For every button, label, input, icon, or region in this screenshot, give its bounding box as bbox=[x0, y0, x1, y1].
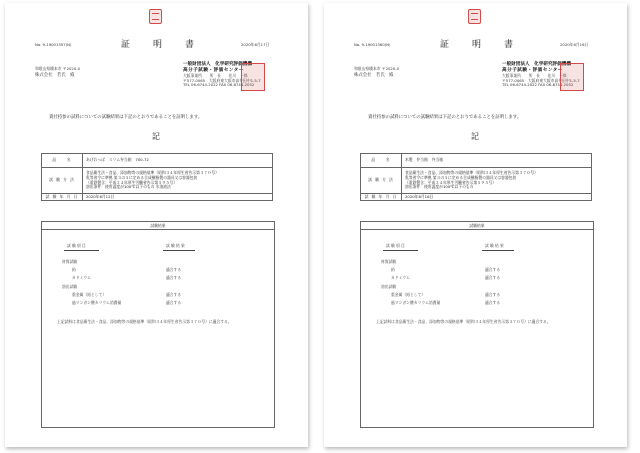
certificate-number: No. 9-19001357(N) bbox=[35, 42, 72, 47]
test-item: カドミウム bbox=[72, 275, 91, 280]
results-heading: 試験結果 bbox=[42, 222, 274, 230]
certification-statement: 貴社持参の試料についての試験結果は下記のとおりであることを証明します。 bbox=[368, 115, 522, 120]
test-result: 適合する bbox=[166, 267, 182, 272]
client-name: 株式会社 若氏 殿 bbox=[35, 73, 75, 78]
column-header-result: 試 験 結 果 bbox=[485, 243, 504, 248]
conclusion-text: 上記試料は食品衛生法・食品、添加物等の規格基準（昭和３４年厚生省告示第３７０号）に適合する。 bbox=[376, 319, 551, 324]
test-result: 適合する bbox=[485, 300, 501, 305]
test-method-label: 試 験 方 法 bbox=[361, 168, 402, 194]
sample-info-table bbox=[360, 153, 592, 201]
method-line: 乳等省令に準拠 第３の５に定める合成樹脂製の器具又は容器包装 bbox=[405, 174, 517, 180]
client-address: 和歌山県橋本市 〒2020-0 bbox=[35, 66, 81, 71]
test-result: 適合する bbox=[166, 292, 182, 297]
header-seal-stamp bbox=[149, 9, 162, 24]
method-line: （重鉄製含：平成２４年厚生労働省告示第５９５号） bbox=[405, 179, 497, 185]
client-name: 株式会社 若氏 殿 bbox=[354, 73, 394, 78]
issuer-phone: TEL 06-6744-2022 FAX 06-6744-2052 bbox=[183, 82, 255, 88]
company-seal-stamp bbox=[241, 63, 265, 91]
test-item: 鉛 bbox=[391, 267, 395, 272]
test-date-label: 試 験 年 月 日 bbox=[361, 194, 402, 201]
ki-heading: 記 bbox=[152, 132, 160, 141]
issue-date: 2020年6月16日 bbox=[560, 42, 589, 47]
column-header-item: 試 験 項 目 bbox=[386, 243, 405, 248]
certificate-number: No. 9-19001360(N) bbox=[354, 42, 391, 47]
test-item: 過マンガン酸カリウム消費量 bbox=[72, 300, 122, 305]
header-underline bbox=[383, 250, 418, 251]
certificate-page-left bbox=[5, 3, 308, 447]
header-seal-stamp bbox=[468, 9, 481, 24]
header-underline bbox=[482, 250, 514, 251]
test-result: 適合する bbox=[166, 300, 182, 305]
test-date-value: 2020年6月12日 bbox=[83, 194, 273, 201]
header-underline bbox=[163, 250, 195, 251]
results-heading: 試験結果 bbox=[361, 222, 593, 230]
header-underline bbox=[64, 250, 99, 251]
certification-statement: 貴社持参の試料についての試験結果は下記のとおりであることを証明します。 bbox=[49, 115, 203, 120]
test-result: 適合する bbox=[485, 267, 501, 272]
sample-info-table bbox=[41, 153, 273, 201]
test-method-value bbox=[83, 168, 273, 194]
test-item: 過マンガン酸カリウム消費量 bbox=[391, 300, 441, 305]
method-line: 食品衛生法・食品、添加物等の規格基準（昭和３４年厚生省告示第３７０号） bbox=[405, 170, 538, 176]
test-result: 適合する bbox=[166, 275, 182, 280]
sample-name-value: あげわっぱ スリム弁当箱 700-72 bbox=[83, 154, 273, 168]
method-line: 乳等省令に準拠 第３の５に定める合成樹脂製の器具又は容器包装 bbox=[86, 174, 198, 180]
column-header-item: 試 験 項 目 bbox=[67, 243, 86, 248]
issuer-center-name: 高分子試験・評価センター bbox=[183, 68, 244, 73]
group-name: 材質試験 bbox=[62, 259, 78, 264]
test-result: 適合する bbox=[485, 292, 501, 297]
group-name: 材質試験 bbox=[381, 259, 397, 264]
certificate-title: 証 明 書 bbox=[440, 40, 521, 50]
test-item: カドミウム bbox=[391, 275, 410, 280]
column-header-result: 試 験 結 果 bbox=[166, 243, 185, 248]
issuer-office: 大阪事業所 所 長 花川 一郎 bbox=[183, 73, 248, 78]
issuer-address: 〒577-0065 大阪府東大阪市高井田中1-5-7 bbox=[183, 77, 261, 83]
ki-heading: 記 bbox=[471, 132, 479, 141]
group-name: 溶出試験 bbox=[62, 284, 78, 289]
test-date-value: 2020年6月16日 bbox=[402, 194, 592, 201]
group-name: 溶出試験 bbox=[381, 284, 397, 289]
issuer-office: 大阪事業所 所 長 花川 一郎 bbox=[502, 73, 567, 78]
certificate-page-right bbox=[324, 3, 627, 447]
test-method-label: 試 験 方 法 bbox=[42, 168, 83, 194]
certificate-title: 証 明 書 bbox=[121, 40, 202, 50]
test-result: 適合する bbox=[485, 275, 501, 280]
method-line: 溶出条件：使用温度が100℃以下のもの bbox=[405, 184, 474, 190]
test-item: 重金属（鉛として） bbox=[391, 292, 426, 297]
issuer-address: 〒577-0065 大阪府東大阪市高井田中1-5-7 bbox=[502, 77, 580, 83]
issuer-org-name: 一般財団法人 化学研究評価機構 bbox=[502, 62, 571, 67]
company-seal-stamp bbox=[560, 63, 584, 91]
issuer-phone: TEL 06-6744-2022 FAX 06-6744-2052 bbox=[502, 82, 574, 88]
issuer-center-name: 高分子試験・評価センター bbox=[502, 68, 563, 73]
issue-date: 2020年6月17日 bbox=[241, 42, 270, 47]
test-item: 重金属（鉛として） bbox=[72, 292, 107, 297]
sample-name-value: 木製 弁当箱 弁当箱 bbox=[402, 154, 592, 168]
test-method-value bbox=[402, 168, 592, 194]
client-address: 和歌山県橋本市 〒2020-0 bbox=[354, 66, 400, 71]
method-line: 溶出条件：使用温度が100℃以下のもの 水溶液法 bbox=[86, 184, 171, 190]
sample-name-label: 品 名 bbox=[361, 154, 402, 168]
test-date-label: 試 験 年 月 日 bbox=[42, 194, 83, 201]
test-item: 鉛 bbox=[72, 267, 76, 272]
conclusion-text: 上記試料は食品衛生法・食品、添加物等の規格基準（昭和３４年厚生省告示第３７０号）に適合する。 bbox=[57, 319, 232, 324]
test-results-box bbox=[41, 221, 275, 428]
sample-name-label: 品 名 bbox=[42, 154, 83, 168]
method-line: （重鉄製含：平成２４年厚生労働省告示第５９５号） bbox=[86, 179, 178, 185]
issuer-org-name: 一般財団法人 化学研究評価機構 bbox=[183, 62, 252, 67]
method-line: 食品衛生法・食品、添加物等の規格基準（昭和３４年厚生省告示第３７０号） bbox=[86, 170, 219, 176]
test-results-box bbox=[360, 221, 594, 428]
